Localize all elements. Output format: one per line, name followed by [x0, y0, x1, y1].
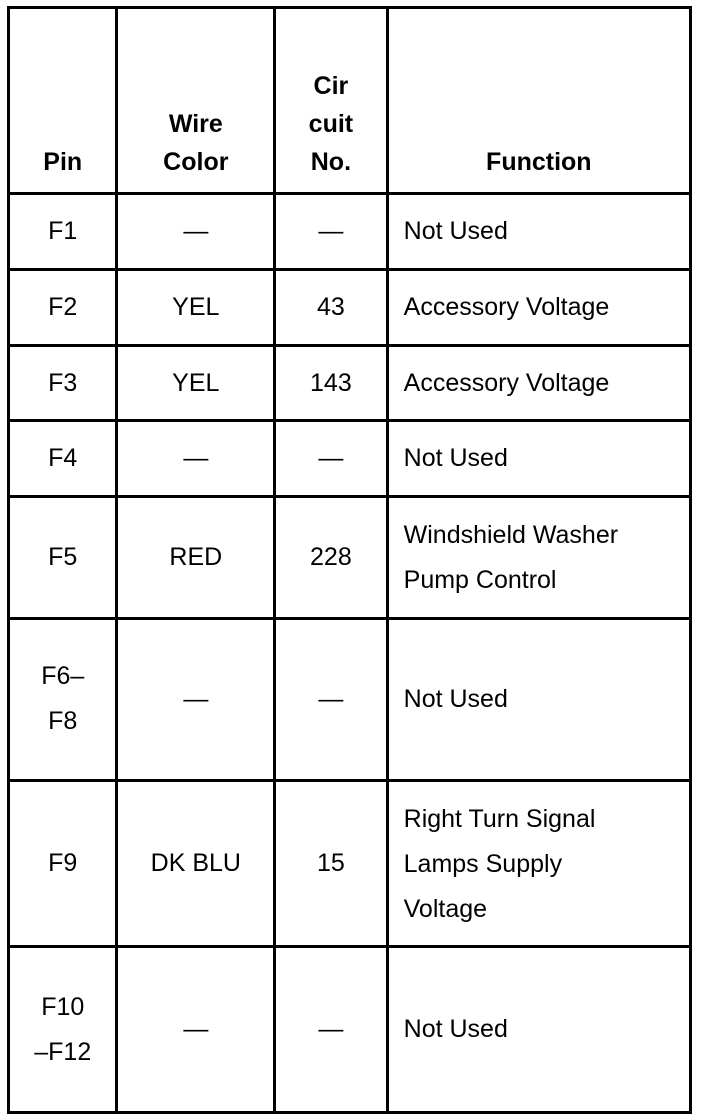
circuit-no-cell: — — [275, 194, 387, 270]
table-row — [9, 345, 691, 421]
pin-cell: F6– F8 — [9, 618, 117, 781]
circuit-no-cell: — — [275, 947, 387, 1113]
circuit-no-cell: 143 — [275, 345, 387, 421]
table-header-row — [9, 8, 691, 194]
wire-color-cell: — — [117, 194, 275, 270]
function-cell: Not Used — [387, 618, 690, 781]
table-row — [9, 947, 691, 1113]
pin-cell: F9 — [9, 781, 117, 947]
wire-color-cell: YEL — [117, 345, 275, 421]
circuit-no-cell: 15 — [275, 781, 387, 947]
table-row — [9, 781, 691, 947]
table-row — [9, 194, 691, 270]
pin-cell: F10 –F12 — [9, 947, 117, 1113]
function-cell: Not Used — [387, 194, 690, 270]
pin-cell: F4 — [9, 421, 117, 497]
wire-color-cell: DK BLU — [117, 781, 275, 947]
wire-color-cell: YEL — [117, 269, 275, 345]
circuit-no-cell: — — [275, 421, 387, 497]
function-cell: Accessory Voltage — [387, 269, 690, 345]
header-circuit-no: Cir cuit No. — [275, 8, 387, 194]
table-row — [9, 269, 691, 345]
function-cell: Accessory Voltage — [387, 345, 690, 421]
circuit-no-cell: 43 — [275, 269, 387, 345]
function-cell: Right Turn Signal Lamps Supply Voltage — [387, 781, 690, 947]
function-cell: Not Used — [387, 421, 690, 497]
header-wire-color: Wire Color — [117, 8, 275, 194]
circuit-no-cell: — — [275, 618, 387, 781]
wire-color-cell: — — [117, 947, 275, 1113]
pin-cell: F1 — [9, 194, 117, 270]
table-row — [9, 421, 691, 497]
function-cell: Not Used — [387, 947, 690, 1113]
wire-color-cell: RED — [117, 497, 275, 618]
circuit-no-cell: 228 — [275, 497, 387, 618]
header-pin: Pin — [9, 8, 117, 194]
function-cell: Windshield Washer Pump Control — [387, 497, 690, 618]
table-row — [9, 618, 691, 781]
pin-cell: F3 — [9, 345, 117, 421]
pin-cell: F2 — [9, 269, 117, 345]
wire-color-cell: — — [117, 618, 275, 781]
pin-cell: F5 — [9, 497, 117, 618]
wire-color-cell: — — [117, 421, 275, 497]
connector-pinout-table — [7, 6, 692, 1114]
table-row — [9, 497, 691, 618]
header-function: Function — [387, 8, 690, 194]
